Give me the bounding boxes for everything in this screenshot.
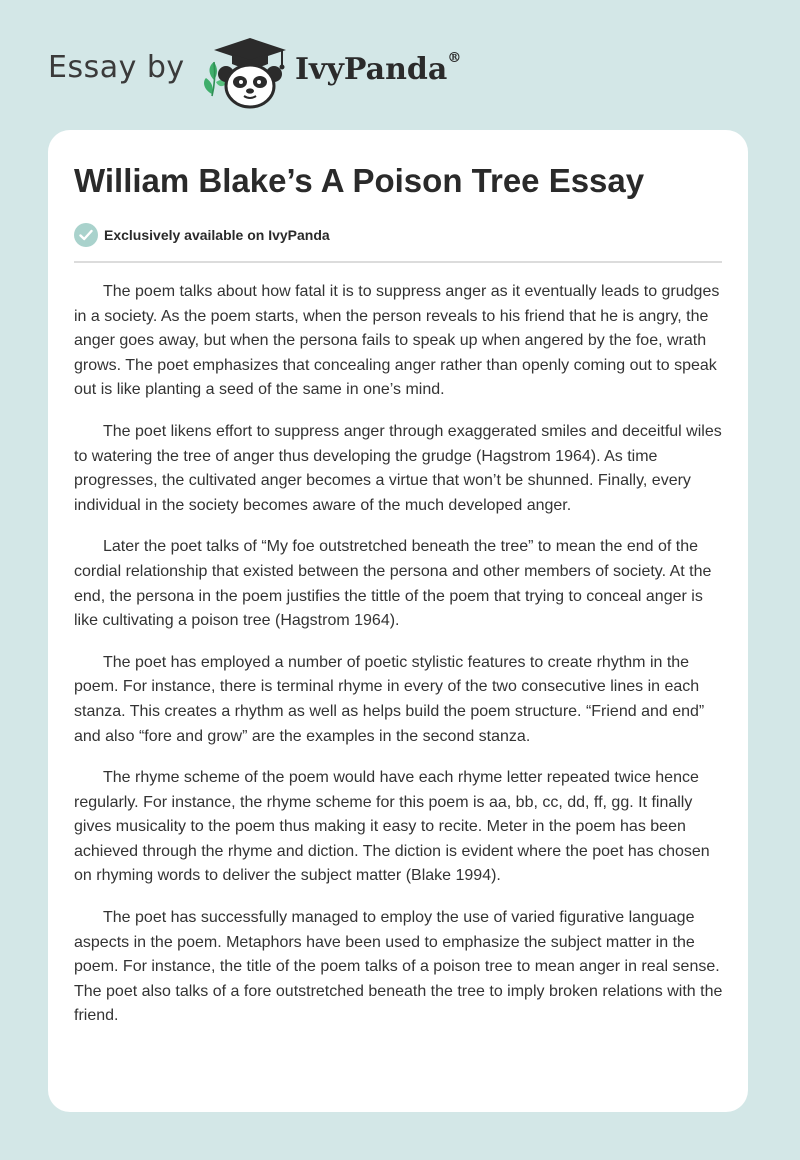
divider [74,261,722,263]
exclusive-label: Exclusively available on IvyPanda [104,227,330,243]
brand-name[interactable] [295,52,461,87]
site-header [0,0,800,130]
essay-by-label: Essay by [48,50,185,85]
paragraph: The rhyme scheme of the poem would have each rhyme letter repeated twice hence regularly. For instance, the rhyme scheme for this poem is aa, bb, cc, dd, ff, gg. It finally gives musicality to the poem thus making it easy to recite. Meter in the poem has been achieved through the rhyme and diction. The diction is evident where the poet has chosen on rhyming words to deliver the subject matter (Blake 1994). [74,769,710,885]
paragraph: The poet has successfully managed to employ the use of varied figurative language aspects in the poem. Metaphors have been used to emphasize the subject matter in the poem. For instance, the title of the poem talks of a poison tree to mean anger in real sense. The poet also talks of a fore outstretched beneath the tree to imply broken relations with the friend. [74,909,723,1025]
registered-mark: ® [447,50,462,66]
paragraph: The poem talks about how fatal it is to suppress anger as it eventually leads to grudges in a society. As the poem starts, when the person reveals to his friend that he is angry, the anger goes away, but when the persona fails to speak up when angered by the foe, wrath grows. The poet emphasizes that concealing anger rather than openly coming out to speak out is like planting a seed of the same in one’s mind. [74,283,720,399]
page-title: William Blake’s A Poison Tree Essay [74,162,645,199]
panda-graduate-logo[interactable] [200,36,292,110]
article-body [74,280,726,1046]
paragraph: The poet likens effort to suppress anger through exaggerated smiles and deceitful wiles to watering the tree of anger thus developing the grudge (Hagstrom 1964). As time progresses, the cultivated anger becomes a virtue that won’t be shunned. Finally, every individual in the society becomes aware of the much developed anger. [74,422,722,514]
exclusive-badge [74,222,330,248]
brand-text: IvyPanda [295,52,448,87]
paragraph: Later the poet talks of “My foe outstretched beneath the tree” to mean the end of the cordial relationship that existed between the persona and other members of society. At the end, the persona in the poem justifies the tittle of the poem that trying to conceal anger is like cultivating a poison tree (Hagstrom 1964). [74,538,712,630]
article-card [48,130,748,1112]
check-circle-icon [74,223,98,247]
paragraph: The poet has employed a number of poetic stylistic features to create rhythm in the poem. For instance, there is terminal rhyme in every of the two consecutive lines in each stanza. This creates a rhythm as well as helps build the poem structure. “Friend and end” and also “fore and grow” are the examples in the second stanza. [74,653,705,745]
